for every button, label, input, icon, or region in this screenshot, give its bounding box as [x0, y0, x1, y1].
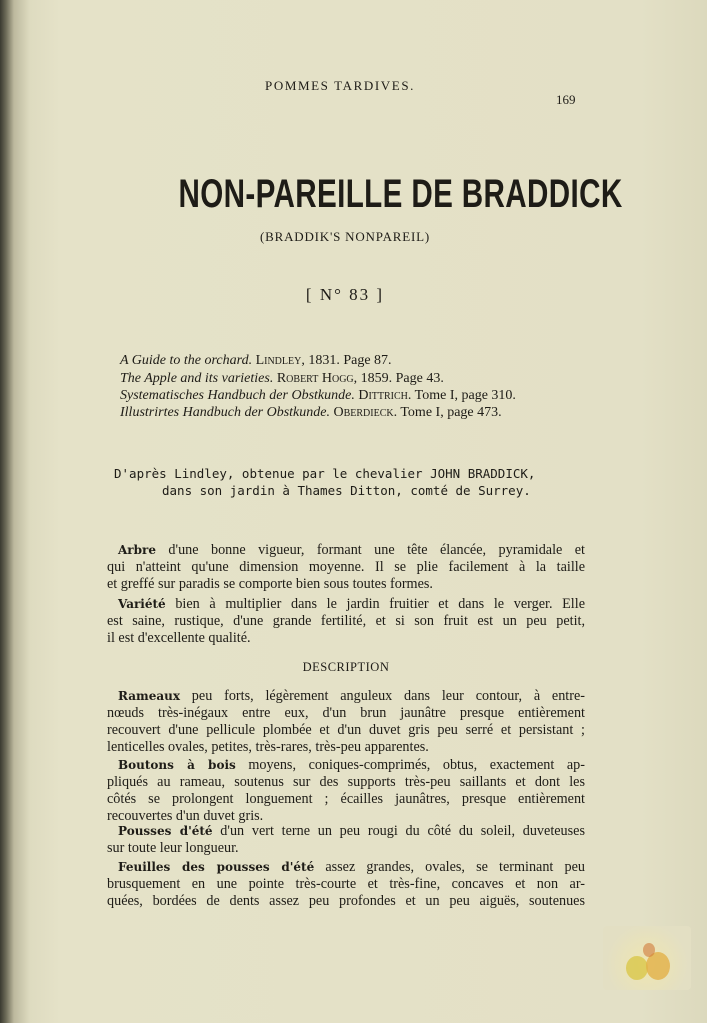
origin-line-1: D'après Lindley, obtenue par le chevalier JOHN BRADDICK, [114, 466, 536, 481]
paragraph-line [107, 791, 585, 808]
paragraph-text: recouvertes d'un duvet gris. [107, 808, 264, 824]
paragraph-text: pliqués au rameau, soutenus sur des supports très-peu saillants et dont les [107, 774, 585, 790]
paragraph-lead-term: Boutons à bois [118, 758, 236, 772]
paragraph-line [107, 705, 585, 722]
reference-work: The Apple and its varieties. [120, 371, 274, 386]
reference-author: Dittrich [358, 388, 408, 403]
paragraph-lead-term: Rameaux [118, 689, 181, 703]
paragraph-text: nœuds très-inégaux entre eux, d'un brun jaunâtre presque entièrement [107, 705, 585, 721]
paragraph-line [107, 739, 585, 756]
paragraph-lead-term: Feuilles des pousses d'été [118, 860, 315, 874]
paragraph-text: brusquement en une pointe très-courte et très-fine, concaves et non ar- [107, 876, 585, 892]
section-heading: DESCRIPTION [302, 660, 390, 674]
paragraph-text: il est d'excellente qualité. [107, 630, 251, 646]
paragraph-line [107, 559, 585, 576]
paragraph-text: peu forts, légèrement anguleux dans leur contour, à entre- [180, 688, 585, 704]
paragraph-text: est saine, rustique, d'une grande fertilité, et si son fruit est un peu petit, [107, 613, 585, 629]
subtitle: (BRADDIK'S NONPAREIL) [260, 229, 430, 244]
page-number: 169 [556, 92, 576, 107]
paragraph-text: d'une bonne vigueur, formant une tête élancée, pyramidale et [155, 542, 585, 558]
reference-author: Lindley [255, 353, 302, 368]
paragraph-text: quées, bordées de dents assez peu profondes et un peu aiguës, soutenues [107, 893, 585, 909]
reference-line [120, 371, 444, 387]
paragraph-line [107, 774, 585, 791]
paragraph-lead-term: Arbre [118, 543, 156, 557]
reference-details: , 1831. Page 87. [301, 353, 392, 368]
paragraph-text: recouvert d'une pellicule plombée et d'un duvet gris peu serré et persistant ; [107, 722, 585, 738]
reference-line [120, 353, 392, 369]
paragraph-line [107, 859, 585, 876]
reference-line [120, 405, 502, 421]
page-title: NON-PAREILLE DE BRADDICK [178, 172, 623, 216]
paragraph-text: bien à multiplier dans le jardin fruitier et dans le verger. Elle [165, 596, 585, 612]
paragraph-line [107, 840, 585, 857]
reference-work: A Guide to the orchard. [120, 353, 253, 368]
paragraph-line [107, 542, 585, 559]
reference-author: Oberdieck [333, 405, 394, 420]
reference-author: Robert Hogg [276, 371, 354, 386]
reference-details: , 1859. Page 43. [353, 371, 444, 386]
reference-line [120, 388, 516, 404]
paragraph-line [107, 876, 585, 893]
paragraph-line [107, 630, 585, 647]
origin-line-2: dans son jardin à Thames Ditton, comté de Surrey. [162, 483, 531, 498]
paragraph-lead-term: Pousses d'été [118, 824, 213, 838]
paragraph-text: côtés se prolongent longuement ; écailles jaunâtres, presque entièrement [107, 791, 585, 807]
reference-work: Illustrirtes Handbuch der Obstkunde. [120, 405, 330, 420]
paragraph-text: lenticelles ovales, petites, très-rares, très-peu apparentes. [107, 739, 429, 755]
paragraph-text: moyens, coniques-comprimés, obtus, exactement ap- [235, 757, 585, 773]
paragraph-line [107, 688, 585, 705]
paragraph-line [107, 596, 585, 613]
reference-details: . Tome I, page 473. [393, 405, 502, 420]
variety-number: [ N° 83 ] [305, 285, 385, 304]
fruit-watermark-logo [603, 926, 691, 990]
reference-work: Systematisches Handbuch der Obstkunde. [120, 388, 355, 403]
running-header: POMMES TARDIVES. [265, 78, 416, 93]
paragraph-text: et greffé sur paradis se comporte bien sous toutes formes. [107, 576, 433, 592]
paragraph-line [107, 613, 585, 630]
paragraph-text: qui n'atteint qu'une dimension moyenne. Il se plie facilement à la taille [107, 559, 585, 575]
paragraph-line [107, 757, 585, 774]
paragraph-line [107, 893, 585, 910]
paragraph-line [107, 576, 585, 593]
paragraph-line [107, 722, 585, 739]
paragraph-lead-term: Variété [118, 597, 166, 611]
paragraph-line [107, 823, 585, 840]
paragraph-text: d'un vert terne un peu rougi du côté du soleil, duveteuses [212, 823, 585, 839]
paragraph-text: sur toute leur longueur. [107, 840, 239, 856]
reference-details: . Tome I, page 310. [407, 388, 516, 403]
paragraph-text: assez grandes, ovales, se terminant peu [314, 859, 585, 875]
